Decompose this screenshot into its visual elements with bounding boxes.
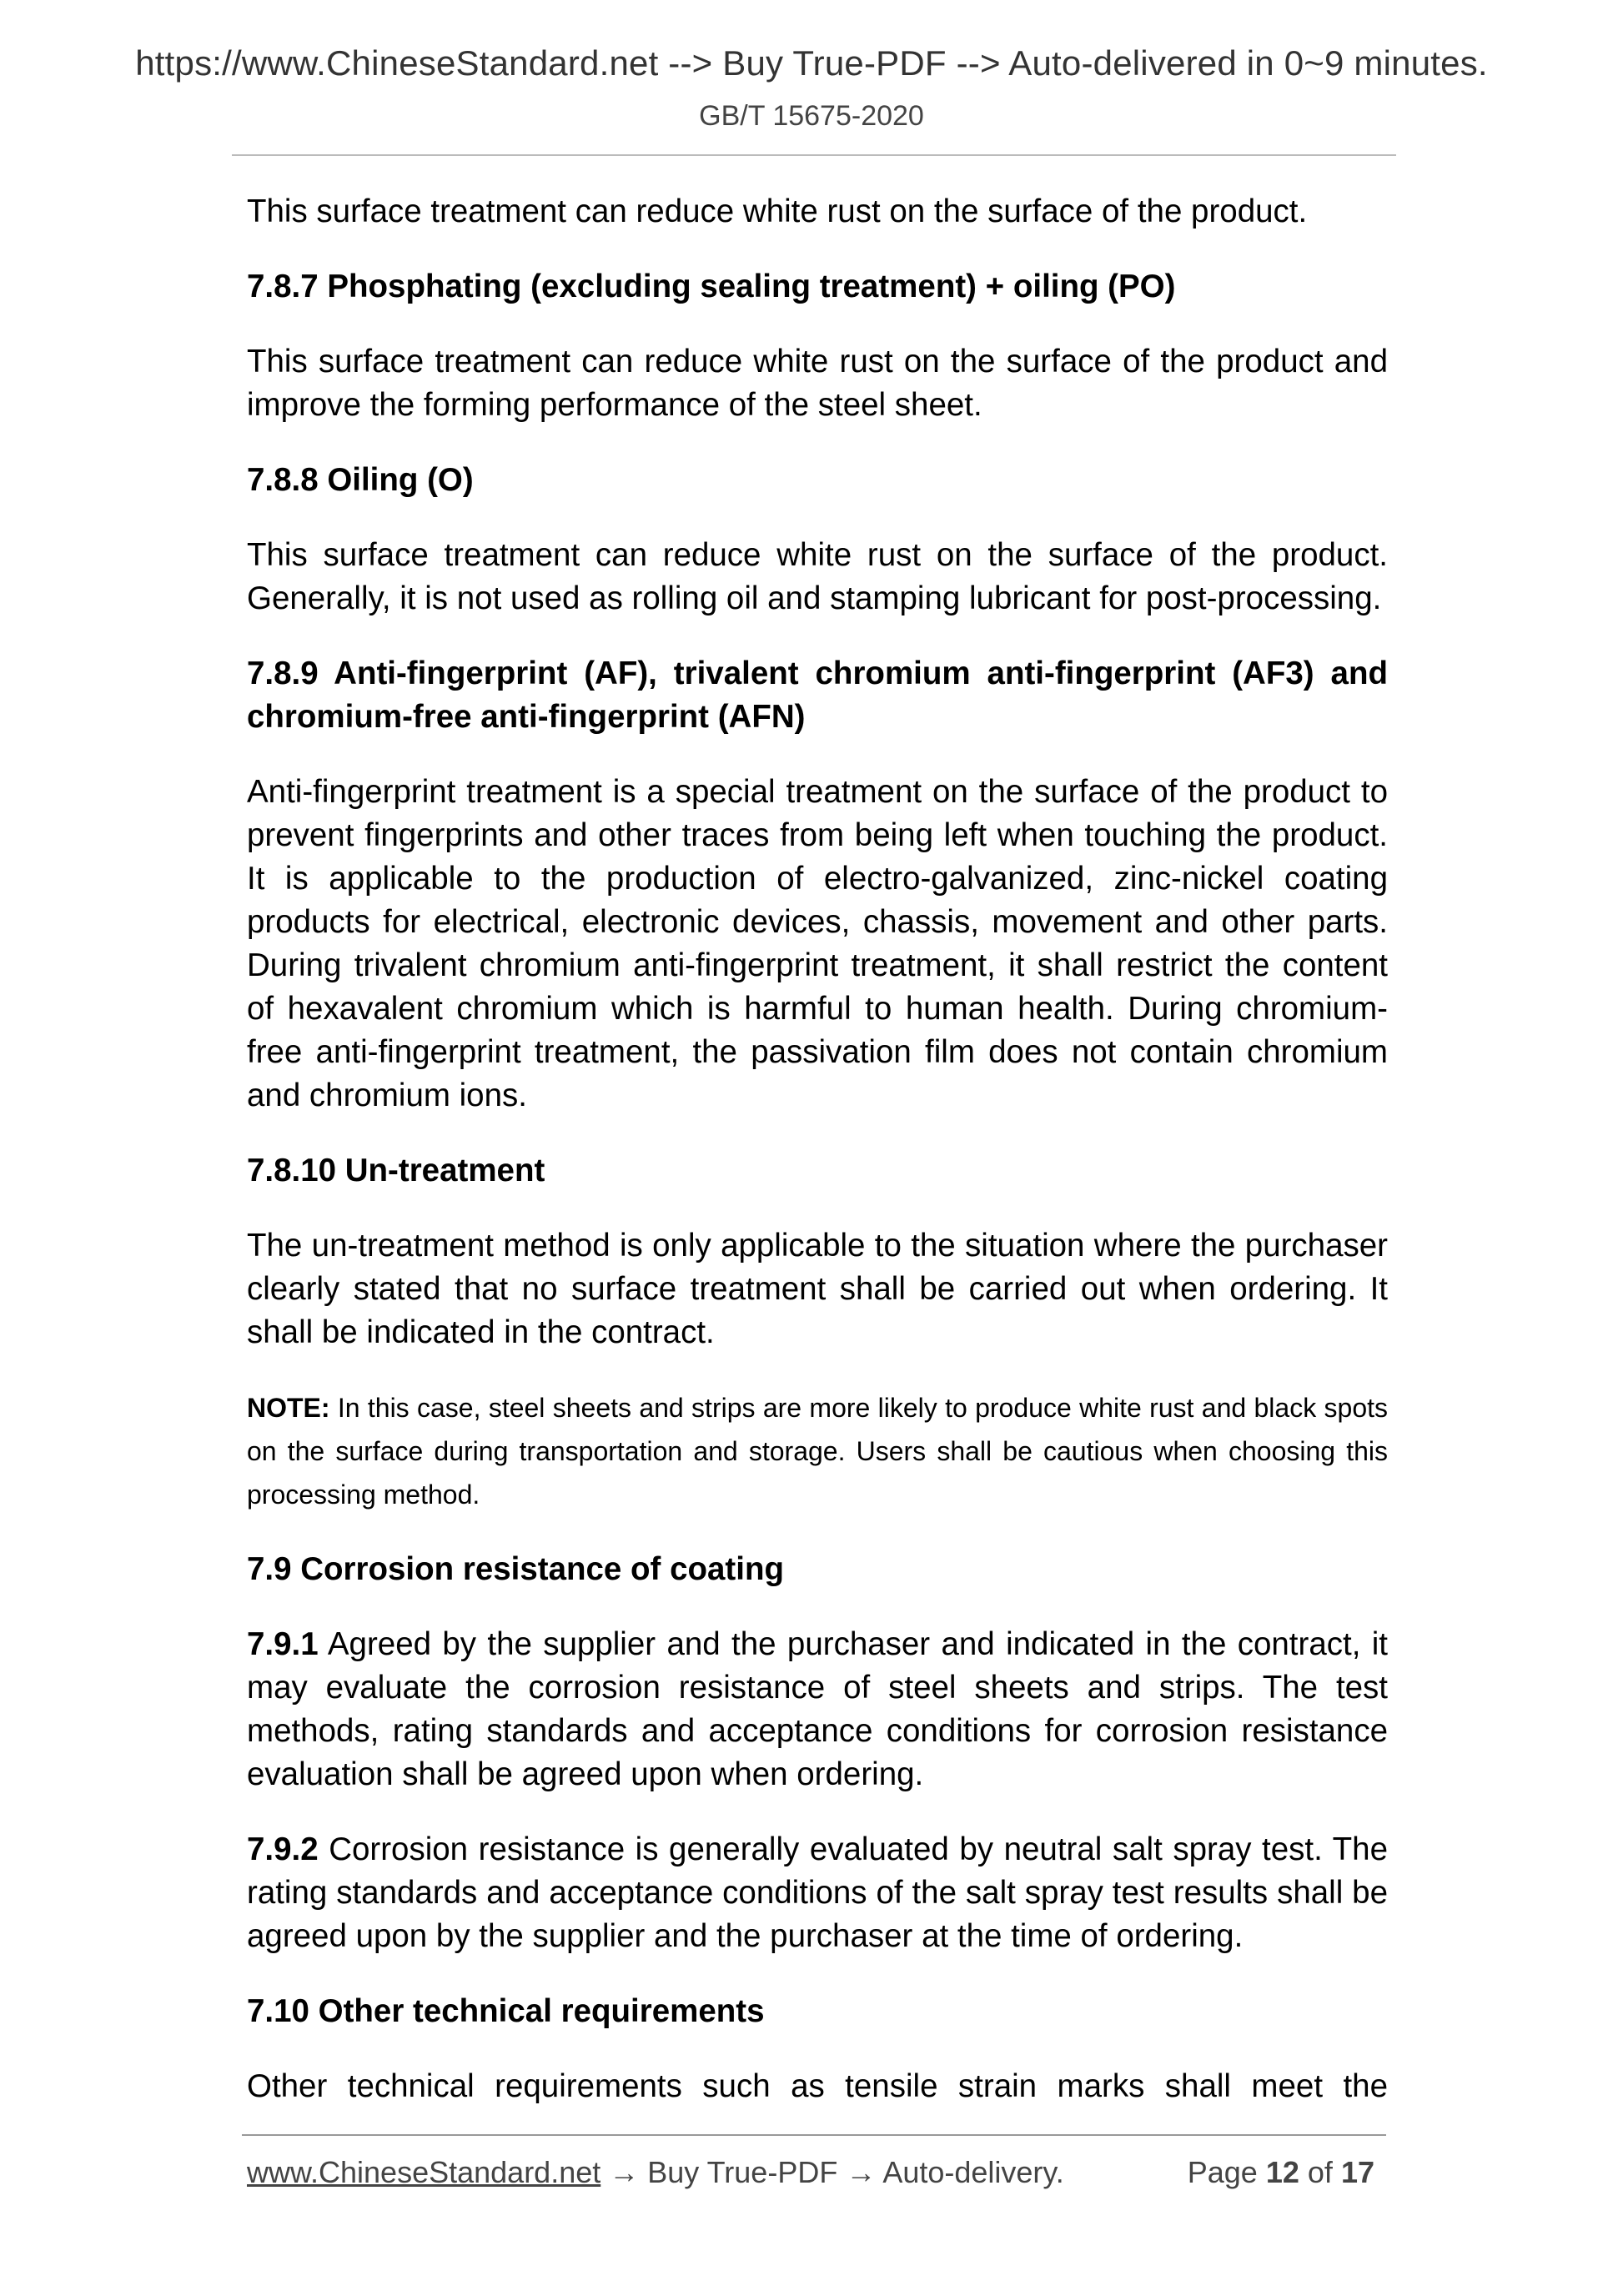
footer-divider: [242, 2134, 1386, 2136]
footer-tagline: → Buy True-PDF → Auto-delivery.: [600, 2155, 1064, 2189]
page-total: 17: [1340, 2155, 1374, 2189]
page-number: 12: [1265, 2155, 1299, 2189]
heading-7-9: 7.9 Corrosion resistance of coating: [247, 1551, 784, 1587]
note-text: In this case, steel sheets and strips are more likely to produce white rust and black spots on the surface during transportation and storage. Users shall be cautious when choosing this processing method.: [247, 1393, 1388, 1510]
heading-7-10: 7.10 Other technical requirements: [247, 1993, 765, 2029]
clause-text-7-9-2: Corrosion resistance is generally evaluated by neutral salt spray test. The rating standards and acceptance conditions of the salt spray test results shall be agreed upon by the supplier and the purchaser at the time of ordering.: [247, 1831, 1388, 1954]
clause-number-7-9-1: 7.9.1: [247, 1626, 319, 1662]
footer-promo: [247, 2155, 1064, 2190]
paragraph-intro: This surface treatment can reduce white rust on the surface of the product.: [247, 193, 1308, 229]
note-label: NOTE:: [247, 1393, 330, 1423]
paragraph-7-9-1: [247, 1623, 1388, 1796]
paragraph-7-8-8: This surface treatment can reduce white rust on the surface of the product. Generally, it is not used as rolling oil and stamping lubricant for post-processing.: [247, 537, 1388, 616]
header-divider: [232, 154, 1396, 156]
clause-text-7-9-1: Agreed by the supplier and the purchaser and indicated in the contract, it may evaluate the corrosion resistance of steel sheets and strips. The test methods, rating standards and acceptance conditions for corrosion resistance evaluation shall be agreed upon when ordering.: [247, 1626, 1388, 1792]
footer-link[interactable]: www.ChineseStandard.net: [247, 2155, 601, 2189]
page-indicator: [1188, 2155, 1374, 2190]
top-banner: https://www.ChineseStandard.net --> Buy True-PDF --> Auto-delivered in 0~9 minutes.: [135, 43, 1488, 83]
heading-7-8-10: 7.8.10 Un-treatment: [247, 1153, 545, 1188]
paragraph-7-8-10: The un-treatment method is only applicable to the situation where the purchaser clearly stated that no surface treatment shall be carried out when ordering. It shall be indicated in the contract.: [247, 1228, 1388, 1350]
paragraph-7-8-7: This surface treatment can reduce white rust on the surface of the product and improve the forming performance of the steel sheet.: [247, 344, 1388, 423]
standard-code: GB/T 15675-2020: [699, 100, 924, 132]
paragraph-7-10: Other technical requirements such as tensile strain marks shall meet the: [247, 2068, 1388, 2104]
page-content: [247, 190, 1388, 2140]
heading-7-8-8: 7.8.8 Oiling (O): [247, 462, 474, 498]
heading-7-8-9: 7.8.9 Anti-fingerprint (AF), trivalent chromium anti-fingerprint (AF3) and chromium-free anti-fingerprint (AFN): [247, 656, 1388, 735]
paragraph-7-8-9: Anti-fingerprint treatment is a special treatment on the surface of the product to prevent fingerprints and other traces from being left when touching the product. It is applicable to the production of electro-galvanized, zinc-nickel coating products for electrical, electronic devices, chassis, movement and other parts. During trivalent chromium anti-fingerprint treatment, it shall restrict the content of hexavalent chromium which is harmful to human health. During chromium-free anti-fingerprint treatment, the passivation film does not contain chromium and chromium ions.: [247, 774, 1388, 1113]
note: [247, 1386, 1388, 1516]
clause-number-7-9-2: 7.9.2: [247, 1831, 319, 1867]
of-word: of: [1307, 2155, 1333, 2189]
paragraph-7-9-2: [247, 1828, 1388, 1958]
heading-7-8-7: 7.8.7 Phosphating (excluding sealing treatment) + oiling (PO): [247, 269, 1176, 304]
page-word: Page: [1187, 2155, 1258, 2189]
